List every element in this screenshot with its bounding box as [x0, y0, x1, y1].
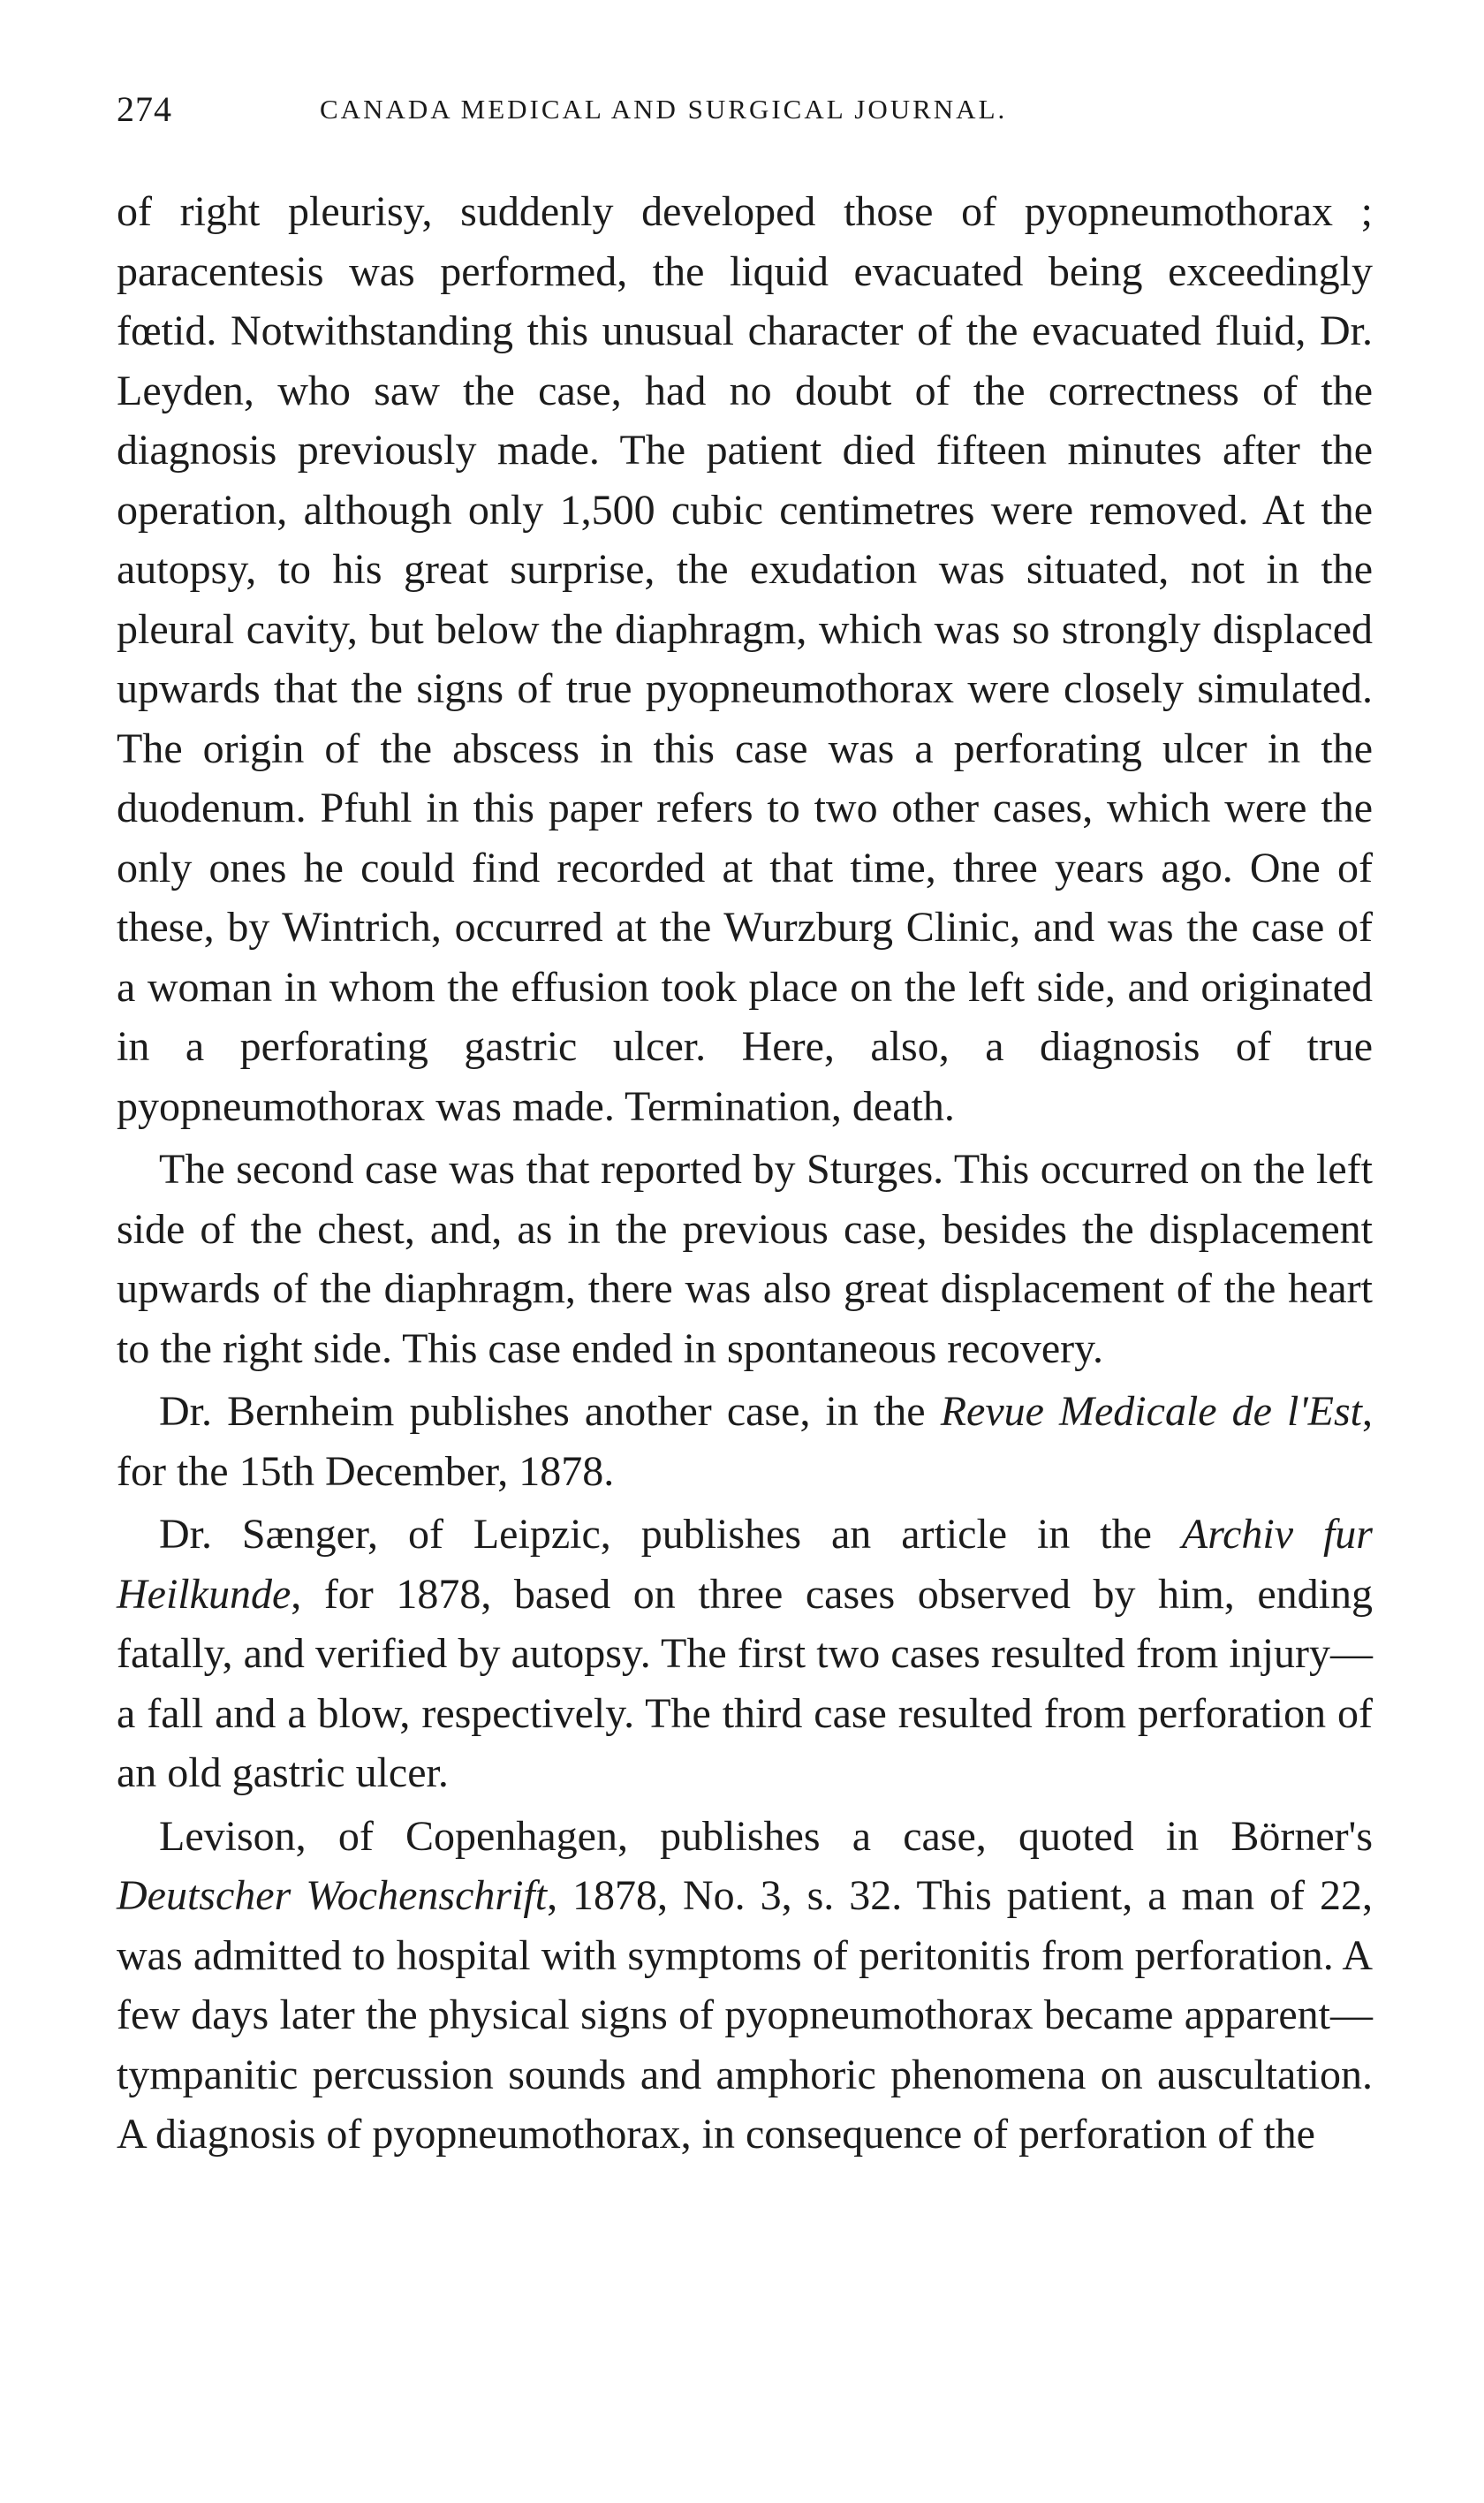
- paragraph-saenger-article: [117, 1505, 1373, 1803]
- paragraph-text: , for 1878, based on three cases observed by him, ending fatally, and verified by autopsy. The first two cases resulted from injury—a fall and a blow, respectively. The third case resulted from perforation of an old gastric ulcer.: [117, 1570, 1373, 1796]
- paragraph-text: Dr. Sænger, of Leipzic, publishes an article in the: [159, 1511, 1182, 1558]
- paragraph-sturges-case: The second case was that reported by Sturges. This occurred on the left side of the chest, and, as in the previous case, besides the displacement upwards of the diaphragm, there was also great displacement of the heart to the right side. This case ended in spontaneous recovery.: [117, 1146, 1373, 1372]
- journal-citation: Revue Medicale de l'Est: [940, 1388, 1362, 1435]
- running-head: [117, 88, 1371, 141]
- journal-citation: Deutscher Wochenschrift: [117, 1872, 548, 1919]
- journal-title: CANADA MEDICAL AND SURGICAL JOURNAL.: [320, 94, 1008, 125]
- paragraph-bernheim-case: [117, 1382, 1373, 1501]
- body-text: [117, 182, 1373, 2168]
- paragraph-continuation: of right pleurisy, suddenly developed those of pyopneumothorax ; paracentesis was performed, the liquid evacuated being exceedingly fœtid. Notwithstanding this unusual character of the evacuated fluid, Dr. Leyden, who saw the case, had no doubt of the correctness of the diagnosis previously made. The patient died fifteen minutes after the operation, although only 1,500 cubic centimetres were removed. At the autopsy, to his great surprise, the exudation was situated, not in the pleural cavity, but below the diaphragm, which was so strongly displaced upwards that the signs of true pyopneumothorax were closely simulated. The origin of the abscess in this case was a perforating ulcer in the duodenum. Pfuhl in this paper refers to two other cases, which were the only ones he could find recorded at that time, three years ago. One of these, by Wintrich, occurred at the Wurzburg Clinic, and was the case of a woman in whom the effusion took place on the left side, and originated in a perforating gastric ulcer. Here, also, a diagnosis of true pyopneumothorax was made. Termination, death.: [117, 188, 1373, 1130]
- paragraph-text: Levison, of Copenhagen, publishes a case, quoted in Börner's: [159, 1812, 1373, 1860]
- paragraph-text: Dr. Bernheim publishes another case, in the: [159, 1388, 941, 1435]
- paragraph-levison-case: [117, 1807, 1373, 2165]
- page-number: 274: [117, 89, 172, 129]
- paragraph-text: , for the 15th December, 1878.: [117, 1388, 1373, 1495]
- paragraph-text: , 1878, No. 3, s. 32. This patient, a man of 22, was admitted to hospital with symptoms of peritonitis from perforation. A few days later the physical signs of pyopneumothorax became apparent—tympanitic percussion sounds and amphoric phenomena on auscultation. A diagnosis of pyopneumothorax, in consequence of perforation of the: [117, 1872, 1373, 2158]
- journal-citation: Archiv fur Heilkunde: [117, 1511, 1373, 1618]
